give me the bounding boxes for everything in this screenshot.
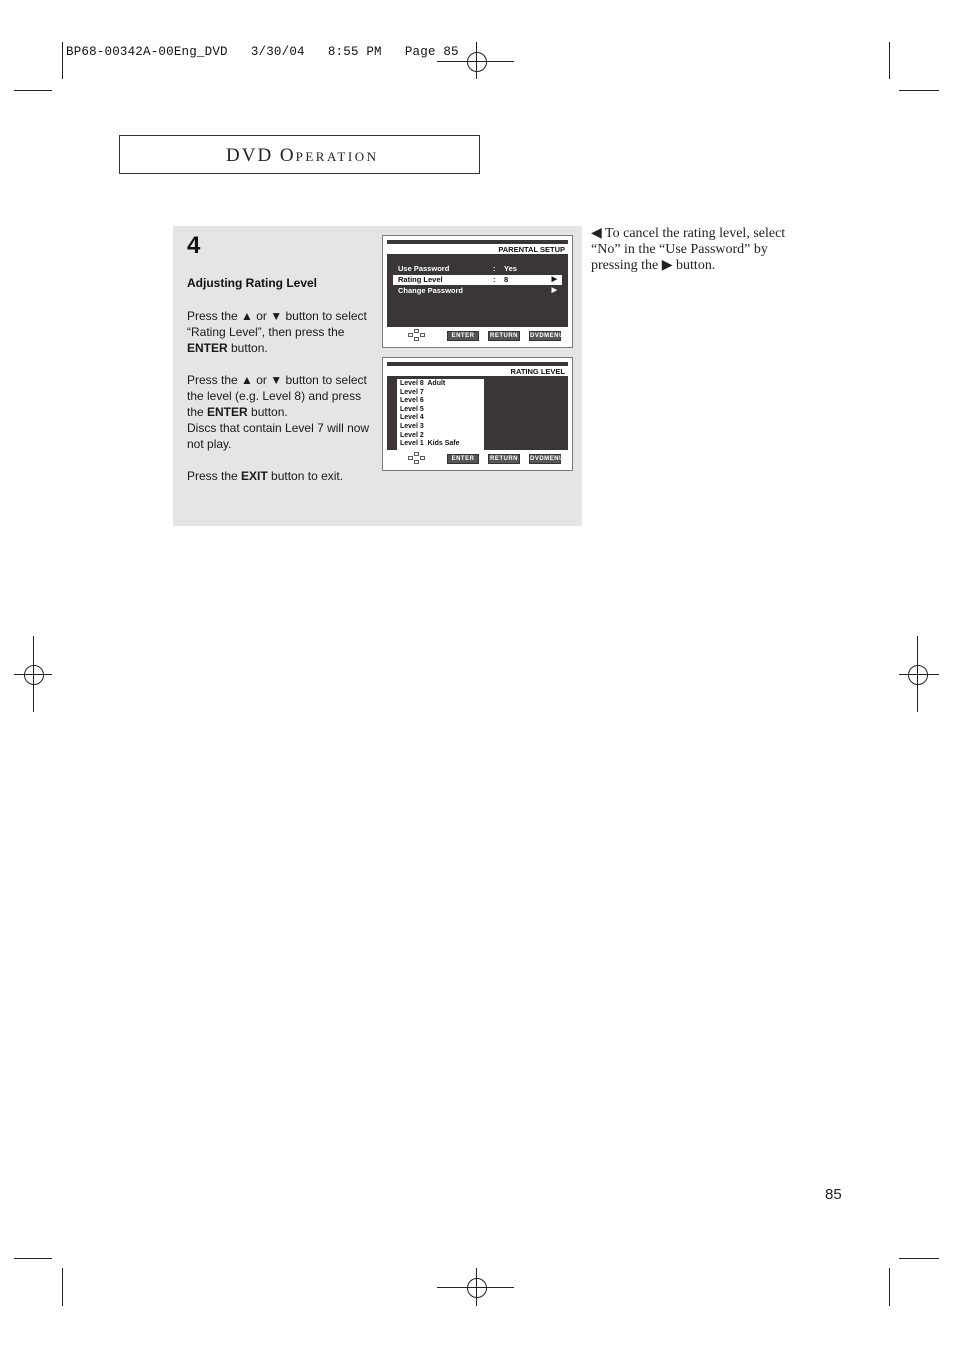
left-arrow-icon: ◀	[591, 226, 602, 241]
dvd-menu-button-icon: DVDMENU	[530, 333, 564, 339]
parental-setup-screen	[382, 235, 573, 348]
up-arrow-icon: ▲	[241, 373, 253, 387]
menu-item-label: Use Password	[398, 264, 450, 273]
text: Press the	[187, 309, 242, 323]
crop-mark	[62, 42, 63, 79]
screen-button-bar	[387, 327, 568, 343]
up-arrow-icon: ▲	[241, 309, 253, 323]
screen-button-bar	[387, 450, 568, 466]
instruction-paragraph-1	[187, 308, 377, 356]
down-arrow-icon: ▼	[270, 373, 283, 387]
registration-mark	[24, 665, 44, 685]
text: or	[252, 309, 271, 323]
enter-key-label: ENTER	[187, 341, 228, 355]
instruction-paragraph-2	[187, 372, 377, 452]
menu-item-value: 8	[504, 275, 509, 284]
page-number: 85	[825, 1186, 842, 1203]
screen-title: RATING LEVEL	[387, 366, 568, 376]
list-item: Level 6	[400, 397, 424, 405]
text: button to exit.	[267, 469, 344, 483]
text: Press the	[187, 469, 242, 483]
exit-key-label: EXIT	[241, 469, 268, 483]
list-item: Level 5	[400, 405, 424, 413]
crop-mark	[889, 42, 890, 79]
list-item: Level 1 Kids Safe	[400, 440, 460, 448]
enter-button-icon: ENTER	[447, 454, 479, 464]
navigation-keys-icon	[407, 329, 427, 341]
list-item: Level 4	[400, 414, 424, 422]
section-title	[226, 145, 378, 167]
section-title-smallcaps: PERATION	[295, 149, 379, 164]
instruction-paragraph-3	[187, 468, 377, 484]
enter-button-icon: ENTER	[447, 331, 479, 341]
screen-display	[387, 362, 568, 466]
dvd-menu-button-icon: DVDMENU	[530, 456, 564, 462]
menu-item-label: Change Password	[398, 286, 464, 295]
screen-title: PARENTAL SETUP	[387, 244, 568, 254]
rating-level-screen	[382, 357, 573, 471]
step-number: 4	[187, 232, 201, 259]
list-item: Level 3	[400, 423, 424, 430]
text: button.	[227, 341, 268, 355]
return-button-icon: RETURN	[490, 333, 518, 339]
down-arrow-icon: ▼	[270, 309, 283, 323]
text: button to select “Rating Level”, then press the	[187, 309, 367, 339]
right-arrow-icon: ▶	[551, 287, 557, 294]
navigation-keys-icon	[407, 452, 427, 464]
menu-item-rating-level	[393, 275, 562, 285]
crop-mark	[62, 1268, 63, 1306]
text: button to select the level (e.g. Level 8) and press the	[187, 373, 367, 419]
crop-mark	[14, 90, 52, 91]
registration-mark	[467, 1278, 487, 1298]
list-item: Level 7	[400, 388, 424, 396]
enter-key-label: ENTER	[207, 405, 248, 419]
list-item: Level 8 Adult	[400, 380, 446, 387]
menu-item-label: Rating Level	[398, 275, 443, 284]
menu-item-change-password	[393, 286, 562, 296]
print-slug: BP68-00342A-00Eng_DVD 3/30/04 8:55 PM Page 85	[66, 45, 459, 59]
screen-display	[387, 240, 568, 343]
crop-mark	[14, 1258, 52, 1259]
text: button.	[247, 405, 288, 419]
list-item: Level 2	[400, 431, 424, 439]
menu-item-use-password	[393, 264, 562, 274]
text: Press the	[187, 373, 242, 387]
text: or	[252, 373, 271, 387]
side-note	[591, 226, 801, 274]
rating-level-list	[397, 379, 484, 453]
text: button.	[672, 258, 716, 273]
text: Discs that contain Level 7 will now not play.	[187, 421, 370, 451]
separator: :	[493, 275, 496, 284]
section-header	[119, 135, 480, 174]
text: To cancel the rating level, select “No” in the “Use Password” by pressing the	[591, 226, 786, 273]
crop-mark	[889, 1268, 890, 1306]
step-heading: Adjusting Rating Level	[187, 276, 318, 290]
separator: :	[493, 264, 496, 273]
menu-item-value: Yes	[504, 264, 517, 273]
section-title-main: DVD O	[226, 145, 296, 166]
right-arrow-icon: ▶	[551, 276, 557, 283]
crop-mark	[899, 90, 939, 91]
registration-mark	[908, 665, 928, 685]
step-panel	[173, 226, 582, 526]
crop-mark	[899, 1258, 939, 1259]
return-button-icon: RETURN	[490, 456, 518, 462]
right-arrow-icon: ▶	[661, 258, 673, 273]
registration-mark	[467, 52, 487, 72]
